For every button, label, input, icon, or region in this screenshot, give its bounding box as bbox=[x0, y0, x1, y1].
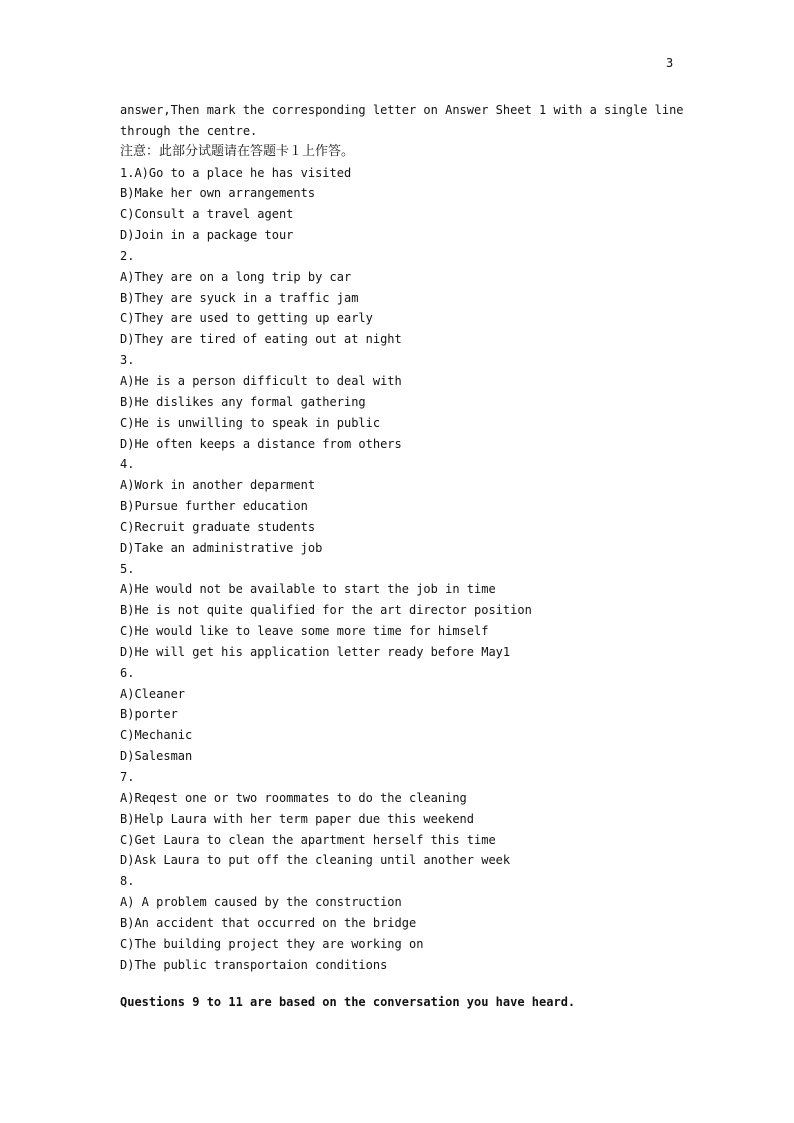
answer-option: C)Recruit graduate students bbox=[120, 519, 316, 534]
question-number: 8. bbox=[120, 874, 135, 889]
answer-option: D)Join in a package tour bbox=[120, 228, 294, 243]
question-section bbox=[120, 100, 684, 975]
answer-option: A)They are on a long trip by car bbox=[120, 269, 352, 284]
question-block bbox=[120, 871, 680, 975]
answer-option: B)They are syuck in a traffic jam bbox=[120, 290, 359, 305]
question-block bbox=[120, 246, 680, 350]
answer-option: A)Reqest one or two roommates to do the cleaning bbox=[120, 790, 467, 805]
question-number: 3. bbox=[120, 353, 135, 368]
question-block bbox=[120, 663, 680, 767]
answer-option: C)Get Laura to clean the apartment herself this time bbox=[120, 832, 496, 847]
answer-option: C)Mechanic bbox=[120, 728, 193, 743]
answer-option: B)He dislikes any formal gathering bbox=[120, 394, 366, 409]
answer-option: A)He would not be available to start the job in time bbox=[120, 582, 496, 597]
answer-option: D)He will get his application letter ready before May1 bbox=[120, 644, 511, 659]
answer-option: B)An accident that occurred on the bridge bbox=[120, 915, 417, 930]
answer-option: D)The public transportaion conditions bbox=[120, 957, 388, 972]
instruction-note: 注意：此部分试题请在答题卡１上作答。 bbox=[120, 143, 355, 159]
question-number: 4. bbox=[120, 457, 135, 472]
question-number: 7. bbox=[120, 770, 135, 784]
instruction-line-2: through the centre. bbox=[120, 123, 258, 138]
question-number: 6. bbox=[120, 665, 135, 680]
page-number: 3 bbox=[666, 56, 674, 70]
answer-option: B)Help Laura with her term paper due this weekend bbox=[120, 811, 475, 826]
answer-option: B)Make her own arrangements bbox=[120, 186, 316, 201]
answer-option: C)He would like to leave some more time for himself bbox=[120, 624, 489, 639]
question-number: 5. bbox=[120, 561, 135, 576]
question-block bbox=[120, 350, 680, 454]
question-block bbox=[120, 163, 680, 246]
answer-option: B)He is not quite qualified for the art director position bbox=[120, 603, 532, 618]
answer-option: A)Work in another deparment bbox=[120, 478, 316, 493]
answer-option: D)Salesman bbox=[120, 749, 193, 764]
answer-option: C)The building project they are working on bbox=[120, 936, 424, 951]
instruction-line-1: answer,Then mark the corresponding letter on Answer Sheet 1 with a single line bbox=[120, 103, 684, 117]
answer-option: A)Go to a place he has visited bbox=[134, 165, 352, 180]
question-first-line bbox=[120, 163, 680, 184]
answer-option: C)He is unwilling to speak in public bbox=[120, 415, 381, 430]
question-list bbox=[120, 163, 680, 976]
answer-option: C)They are used to getting up early bbox=[120, 311, 373, 326]
answer-option: C)Consult a travel agent bbox=[120, 207, 294, 222]
question-block bbox=[120, 767, 680, 871]
answer-option: D)Ask Laura to put off the cleaning until another week bbox=[120, 853, 511, 868]
question-number: 2. bbox=[120, 248, 135, 263]
question-block bbox=[120, 454, 680, 558]
answer-option: D)Take an administrative job bbox=[120, 540, 323, 555]
answer-option: B)Pursue further education bbox=[120, 499, 308, 514]
answer-option: B)porter bbox=[120, 707, 178, 722]
answer-option: A)Cleaner bbox=[120, 686, 186, 701]
question-number: 1. bbox=[120, 165, 135, 180]
question-block bbox=[120, 559, 680, 663]
answer-option: A)He is a person difficult to deal with bbox=[120, 373, 402, 388]
answer-option: A) A problem caused by the construction bbox=[120, 895, 402, 910]
answer-option: D)They are tired of eating out at night bbox=[120, 332, 402, 347]
section-heading: Questions 9 to 11 are based on the conversation you have heard. bbox=[120, 995, 576, 1009]
answer-option: D)He often keeps a distance from others bbox=[120, 436, 402, 451]
